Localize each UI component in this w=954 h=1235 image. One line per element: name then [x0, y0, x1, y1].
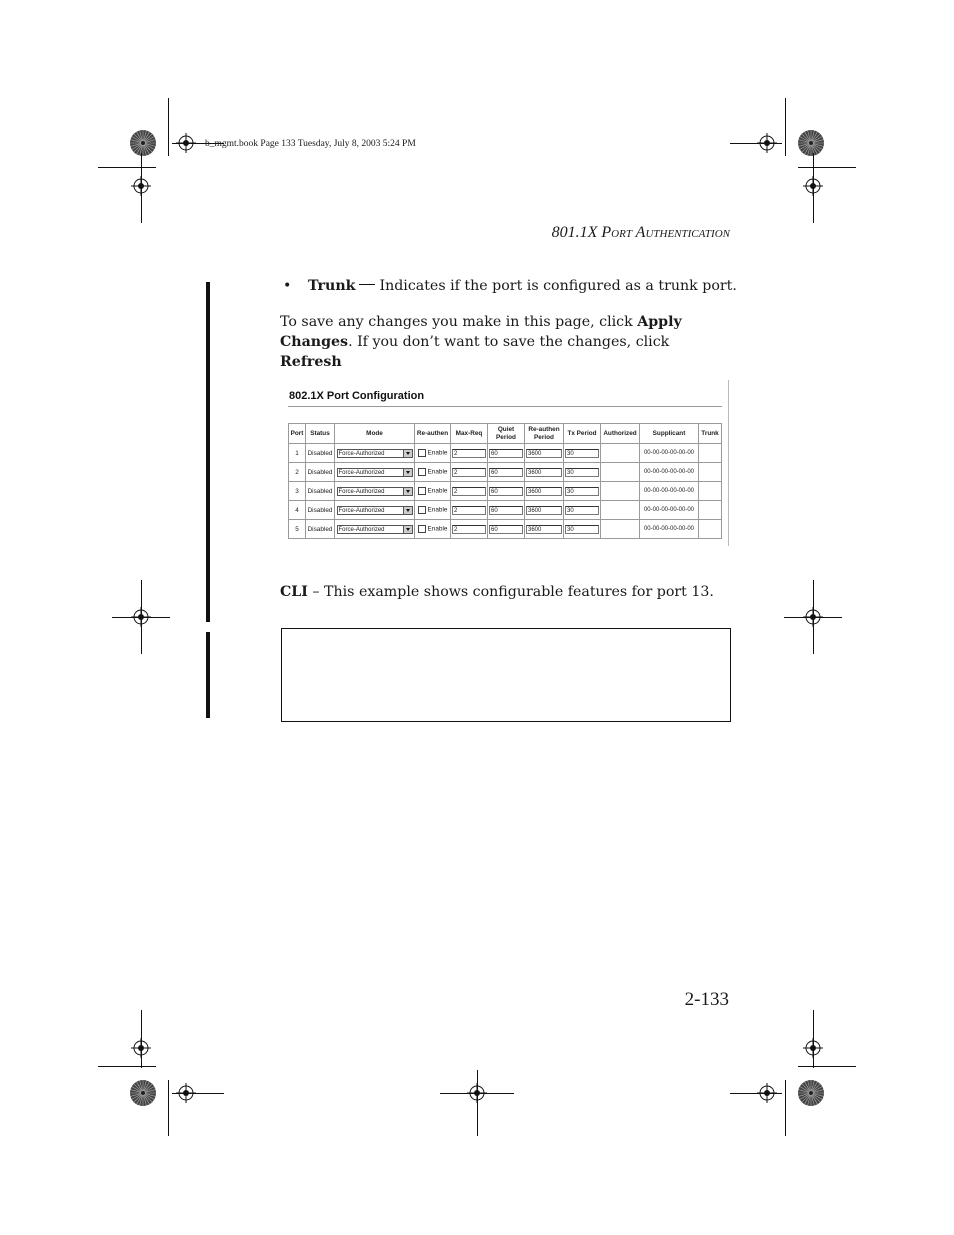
- max-req-cell: [451, 501, 488, 520]
- cli-example-box: [281, 628, 731, 722]
- enable-label: Enable: [427, 506, 448, 514]
- trunk-cell: [699, 444, 722, 463]
- color-rosette-icon: [797, 1079, 825, 1107]
- quiet-period-cell: [488, 463, 525, 482]
- table-row: [289, 482, 722, 501]
- reauthen-checkbox[interactable]: [418, 487, 426, 495]
- crop-line: [798, 167, 856, 168]
- reauthen-period-input[interactable]: 3600: [526, 487, 562, 496]
- col-header-tx-period: Tx Period: [564, 424, 601, 444]
- page-number: 2-133: [684, 989, 729, 1010]
- mode-cell: [335, 501, 415, 520]
- tx-period-cell: [564, 444, 601, 463]
- cli-term: CLI: [280, 584, 308, 600]
- supplicant-cell: 00-00-00-00-00-00: [640, 501, 699, 520]
- port-config-table: [288, 423, 722, 539]
- reauthen-period-input[interactable]: 3600: [526, 506, 562, 515]
- authorized-cell: [601, 463, 640, 482]
- table-row: [289, 520, 722, 539]
- port-cell: 1: [289, 444, 306, 463]
- mode-cell: [335, 444, 415, 463]
- col-header-reauthen: Re-authen: [415, 424, 451, 444]
- quiet-period-input[interactable]: 60: [489, 449, 523, 458]
- table-header-row: [289, 424, 722, 444]
- reauthen-period-input[interactable]: 3600: [526, 449, 562, 458]
- max-req-cell: [451, 482, 488, 501]
- status-cell: Disabled: [306, 444, 335, 463]
- reauthen-period-cell: [525, 482, 564, 501]
- status-cell: Disabled: [306, 520, 335, 539]
- mode-cell: [335, 463, 415, 482]
- trunk-description: Indicates if the port is configured as a trunk port.: [379, 278, 737, 294]
- color-rosette-icon: [129, 1079, 157, 1107]
- screenshot-title: 802.1X Port Configuration: [289, 390, 425, 402]
- reauthen-period-cell: [525, 501, 564, 520]
- reauthen-checkbox[interactable]: [418, 506, 426, 514]
- crop-line: [98, 167, 156, 168]
- chevron-down-icon[interactable]: [403, 507, 412, 514]
- supplicant-cell: 00-00-00-00-00-00: [640, 482, 699, 501]
- enable-label: Enable: [427, 449, 448, 457]
- mode-cell: [335, 482, 415, 501]
- reauthen-checkbox[interactable]: [418, 525, 426, 533]
- apply-changes-term: Apply Changes: [280, 314, 682, 350]
- trunk-cell: [699, 520, 722, 539]
- save-instructions: To save any changes you make in this page, click Apply Changes. If you don’t want to save the changes, click Refresh: [280, 314, 682, 370]
- authorized-cell: [601, 444, 640, 463]
- quiet-period-input[interactable]: 60: [489, 487, 523, 496]
- col-header-mode: Mode: [335, 424, 415, 444]
- tx-period-cell: [564, 482, 601, 501]
- crop-line: [112, 617, 170, 618]
- table-row: [289, 444, 722, 463]
- crop-line: [168, 1080, 169, 1136]
- max-req-input[interactable]: 2: [452, 449, 486, 458]
- enable-label: Enable: [427, 487, 448, 495]
- crop-line: [98, 1066, 156, 1067]
- crop-line: [141, 153, 142, 223]
- change-bar: [206, 282, 210, 622]
- trunk-cell: [699, 501, 722, 520]
- supplicant-cell: 00-00-00-00-00-00: [640, 463, 699, 482]
- tx-period-input[interactable]: 30: [565, 468, 599, 477]
- port-cell: 2: [289, 463, 306, 482]
- port-config-screenshot: [281, 380, 729, 546]
- status-cell: Disabled: [306, 463, 335, 482]
- title-rule: [288, 406, 722, 407]
- max-req-input[interactable]: 2: [452, 525, 486, 534]
- dash-rule: [359, 284, 375, 285]
- port-cell: 4: [289, 501, 306, 520]
- cli-intro: [280, 582, 714, 602]
- crop-line: [477, 1070, 478, 1136]
- chevron-down-icon[interactable]: [403, 488, 412, 495]
- max-req-cell: [451, 520, 488, 539]
- tx-period-cell: [564, 520, 601, 539]
- reauthen-cell: [415, 463, 451, 482]
- change-bar: [206, 632, 210, 718]
- max-req-input[interactable]: 2: [452, 487, 486, 496]
- bullet-dot: •: [283, 278, 292, 294]
- crop-line: [785, 1080, 786, 1136]
- quiet-period-cell: [488, 520, 525, 539]
- reauthen-period-input[interactable]: 3600: [526, 525, 562, 534]
- authorized-cell: [601, 501, 640, 520]
- col-header-status: Status: [306, 424, 335, 444]
- tx-period-cell: [564, 501, 601, 520]
- crop-line: [168, 98, 169, 156]
- reauthen-period-input[interactable]: 3600: [526, 468, 562, 477]
- supplicant-cell: 00-00-00-00-00-00: [640, 520, 699, 539]
- tx-period-input[interactable]: 30: [565, 525, 599, 534]
- mode-cell: [335, 520, 415, 539]
- color-rosette-icon: [797, 129, 825, 157]
- tx-period-input[interactable]: 30: [565, 487, 599, 496]
- reauthen-checkbox[interactable]: [418, 449, 426, 457]
- window-edge: [728, 380, 729, 546]
- crop-line: [813, 1010, 814, 1068]
- col-header-quiet-period: Quiet Period: [488, 424, 525, 444]
- trunk-term: Trunk: [308, 278, 356, 294]
- reauthen-cell: [415, 501, 451, 520]
- reauthen-period-cell: [525, 463, 564, 482]
- reauthen-checkbox[interactable]: [418, 468, 426, 476]
- crop-line: [813, 153, 814, 223]
- status-cell: Disabled: [306, 482, 335, 501]
- chevron-down-icon[interactable]: [403, 526, 412, 533]
- book-info-line: b_mgmt.book Page 133 Tuesday, July 8, 2003 5:24 PM: [205, 139, 416, 149]
- crop-line: [730, 143, 782, 144]
- section-title: 801.1X PORT AUTHENTICATION: [551, 224, 730, 241]
- supplicant-cell: 00-00-00-00-00-00: [640, 444, 699, 463]
- color-rosette-icon: [129, 129, 157, 157]
- col-header-supplicant: Supplicant: [640, 424, 699, 444]
- quiet-period-input[interactable]: 60: [489, 506, 523, 515]
- crop-line: [141, 1010, 142, 1068]
- crop-line: [785, 98, 786, 156]
- mode-select[interactable]: Force-Authorized: [337, 468, 413, 477]
- mode-select[interactable]: Force-Authorized: [337, 506, 413, 515]
- max-req-cell: [451, 463, 488, 482]
- enable-label: Enable: [427, 525, 448, 533]
- tx-period-input[interactable]: 30: [565, 506, 599, 515]
- reauthen-cell: [415, 520, 451, 539]
- authorized-cell: [601, 482, 640, 501]
- crop-line: [730, 1093, 782, 1094]
- tx-period-cell: [564, 463, 601, 482]
- trunk-cell: [699, 463, 722, 482]
- quiet-period-cell: [488, 501, 525, 520]
- max-req-input[interactable]: 2: [452, 468, 486, 477]
- chevron-down-icon[interactable]: [403, 450, 412, 457]
- reauthen-period-cell: [525, 520, 564, 539]
- col-header-trunk: Trunk: [699, 424, 722, 444]
- table-row: [289, 463, 722, 482]
- refresh-term: Refresh: [280, 354, 342, 370]
- mode-select[interactable]: Force-Authorized: [337, 487, 413, 496]
- chevron-down-icon[interactable]: [403, 469, 412, 476]
- tx-period-input[interactable]: 30: [565, 449, 599, 458]
- mode-select[interactable]: Force-Authorized: [337, 449, 413, 458]
- enable-label: Enable: [427, 468, 448, 476]
- port-cell: 5: [289, 520, 306, 539]
- max-req-input[interactable]: 2: [452, 506, 486, 515]
- crop-line: [798, 1066, 856, 1067]
- quiet-period-cell: [488, 444, 525, 463]
- reauthen-cell: [415, 482, 451, 501]
- quiet-period-cell: [488, 482, 525, 501]
- col-header-port: Port: [289, 424, 306, 444]
- status-cell: Disabled: [306, 501, 335, 520]
- quiet-period-input[interactable]: 60: [489, 468, 523, 477]
- col-header-authorized: Authorized: [601, 424, 640, 444]
- mode-select[interactable]: Force-Authorized: [337, 525, 413, 534]
- authorized-cell: [601, 520, 640, 539]
- col-header-max-req: Max-Req: [451, 424, 488, 444]
- quiet-period-input[interactable]: 60: [489, 525, 523, 534]
- reauthen-cell: [415, 444, 451, 463]
- crop-line: [172, 1093, 224, 1094]
- max-req-cell: [451, 444, 488, 463]
- col-header-reauthen-period: Re-authen Period: [525, 424, 564, 444]
- cli-description: – This example shows configurable features for port 13.: [307, 584, 714, 600]
- port-cell: 3: [289, 482, 306, 501]
- trunk-cell: [699, 482, 722, 501]
- crop-line: [784, 617, 842, 618]
- reauthen-period-cell: [525, 444, 564, 463]
- table-row: [289, 501, 722, 520]
